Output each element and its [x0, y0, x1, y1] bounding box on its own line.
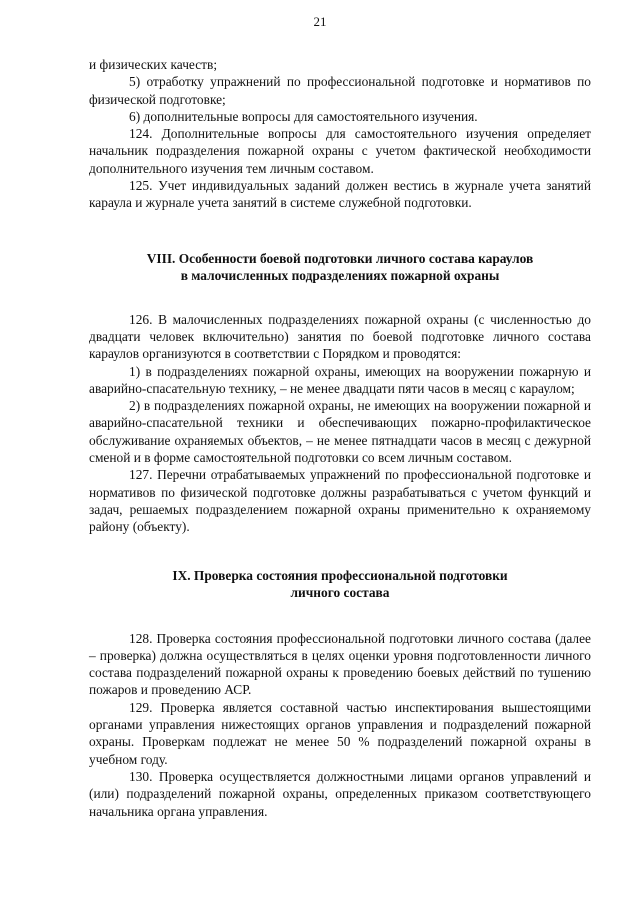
list-item-6: 6) дополнительные вопросы для самостоятельного изучения. [129, 108, 478, 124]
spacer [89, 536, 591, 567]
section-9-heading-line-2: личного состава [290, 585, 390, 601]
paragraph-127: 127. Перечни отрабатываемых упражнений по профессиональной подготовке и нормативов по физической подготовке должны разрабатываться с учетом функций и задач, решаемых подразделением пожарной охраны применительно к охраняемому району (объекту). [89, 467, 591, 535]
section-8-heading-line-2: в малочисленных подразделениях пожарной охраны [180, 268, 500, 284]
continuation-line: и физических качеств; [89, 57, 218, 72]
paragraph-130: 130. Проверка осуществляется должностными лицами органов управлений и (или) подразделений пожарной охраны, определенных приказом соответствующего начальника органа управления. [89, 768, 591, 819]
page-number: 21 [313, 14, 327, 29]
paragraph-129: 129. Проверка является составной частью инспектирования вышестоящими органами управления нижестоящих органов управления и подразделений пожарной охраны. Проверкам подлежат не менее 50 % подразделений пожарной охраны в учебном году. [89, 699, 591, 767]
paragraph-124: 124. Дополнительные вопросы для самостоятельного изучения определяет начальник подразделения пожарной охраны с учетом фактической необходимости дополнительного изучения тем личным составом. [89, 126, 591, 176]
spacer [89, 212, 591, 250]
paragraph-125: 125. Учет индивидуальных заданий должен вестись в журнале учета занятий караула и журнале учета занятий в системе служебной подготовки. [89, 178, 591, 211]
section-8-heading-line-1: VIII. Особенности боевой подготовки личного состава караулов [146, 250, 534, 266]
spacer [89, 602, 591, 630]
paragraph-128: 128. Проверка состояния профессиональной подготовки личного состава (далее – проверка) должна осуществляться в целях оценки уровня подготовленности личного состава подразделений пожарной охраны к проведению боевых действий по тушению пожаров и проведению АСР. [89, 630, 591, 698]
spacer [89, 285, 591, 311]
list-item-2: 2) в подразделениях пожарной охраны, не имеющих на вооружении пожарной и аварийно-спасательной техники и обеспечивающих пожарно-профилактическое обслуживание охраняемых объектов, – не менее пятнадцати часов в месяц с дежурной сменой и в форме самостоятельной подготовки со всем личным составом. [89, 398, 591, 466]
list-item-1: 1) в подразделениях пожарной охраны, имеющих на вооружении пожарную и аварийно-спасательную технику, – не менее двадцати пяти часов в месяц с караулом; [89, 363, 591, 396]
list-item-5: 5) отработку упражнений по профессиональной подготовке и нормативов по физической подготовке; [89, 74, 591, 107]
document-body [89, 56, 591, 820]
paragraph-126: 126. В малочисленных подразделениях пожарной охраны (с численностью до двадцати человек включительно) занятия по боевой подготовке личного состава караулов организуются в соответствии с Порядком и проводятся: [89, 311, 591, 362]
section-9-heading-line-1: IX. Проверка состояния профессиональной подготовки [172, 567, 508, 583]
